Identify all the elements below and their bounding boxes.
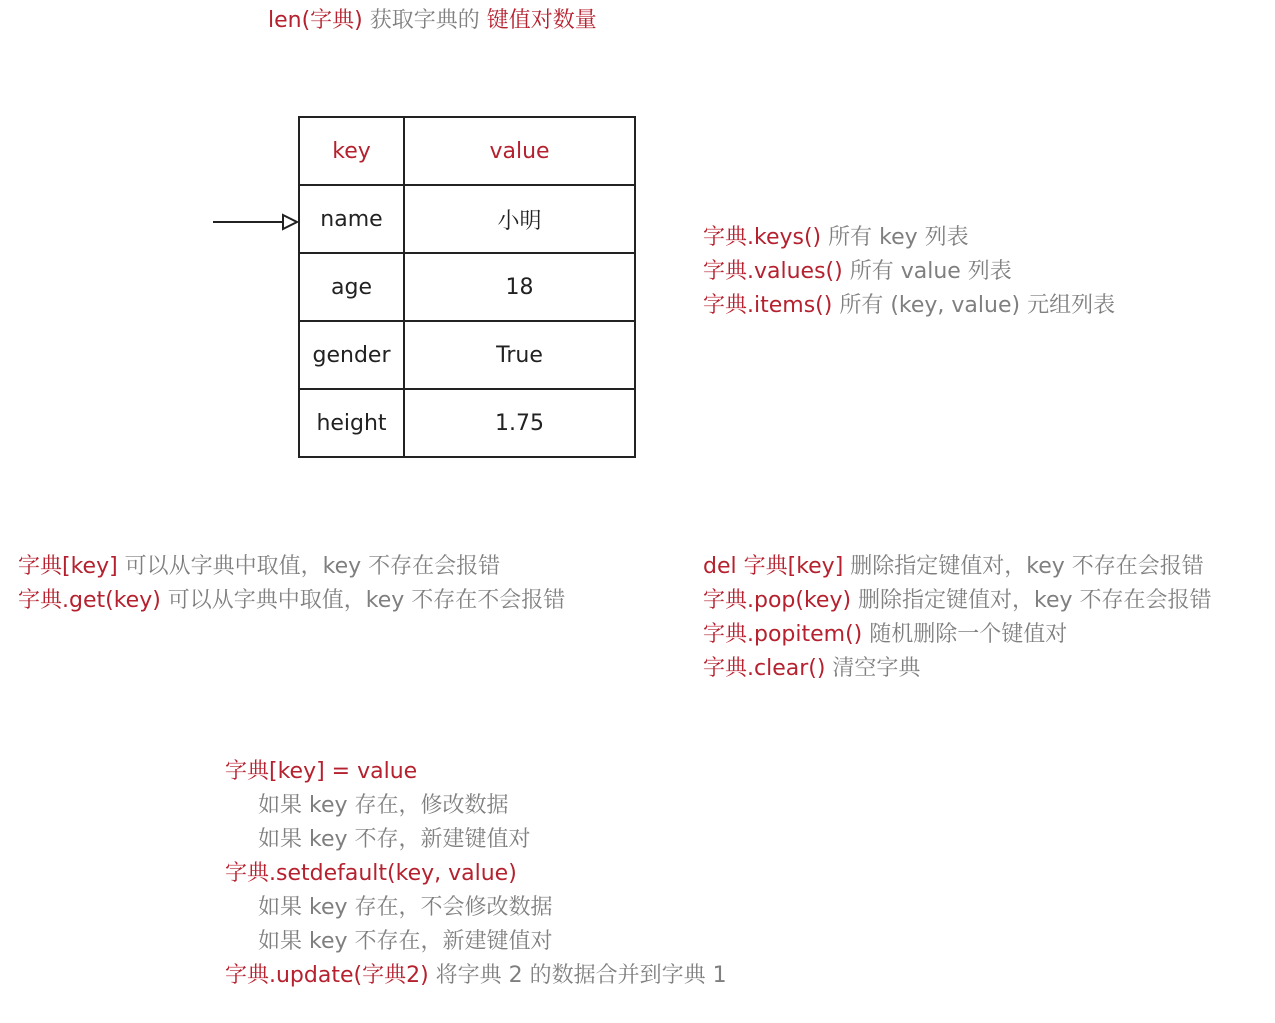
modify-note: 如果 key 存在，不会修改数据 bbox=[258, 895, 553, 920]
modify-note: 如果 key 存在，修改数据 bbox=[258, 793, 509, 818]
pointer-arrow-icon bbox=[213, 212, 299, 232]
access-block bbox=[18, 550, 565, 618]
delete-line: 字典.popitem() 随机删除一个键值对 bbox=[703, 622, 1068, 647]
dictionary-table bbox=[298, 116, 636, 458]
table-row bbox=[299, 321, 635, 389]
modify-assign-func: 字典[key] = value bbox=[225, 759, 418, 784]
header-key: key bbox=[299, 117, 404, 185]
row-value: 18 bbox=[404, 253, 635, 321]
row-key: gender bbox=[299, 321, 404, 389]
delete-line: 字典.clear() 清空字典 bbox=[703, 656, 921, 681]
modify-note: 如果 key 不存在，新建键值对 bbox=[258, 929, 553, 954]
table-row bbox=[299, 389, 635, 457]
views-block bbox=[703, 221, 1115, 323]
title-emphasis: 键值对数量 bbox=[486, 8, 597, 33]
page-title bbox=[268, 4, 597, 38]
modify-note: 如果 key 不存，新建键值对 bbox=[258, 827, 531, 852]
row-value: 小明 bbox=[404, 185, 635, 253]
title-func: len(字典) bbox=[268, 8, 363, 33]
view-line: 字典.values() 所有 value 列表 bbox=[703, 259, 1012, 284]
view-line: 字典.keys() 所有 key 列表 bbox=[703, 225, 969, 250]
delete-line: 字典.pop(key) 删除指定键值对，key 不存在会报错 bbox=[703, 588, 1212, 613]
delete-block bbox=[703, 550, 1212, 686]
header-value: value bbox=[404, 117, 635, 185]
row-value: 1.75 bbox=[404, 389, 635, 457]
row-value: True bbox=[404, 321, 635, 389]
row-key: name bbox=[299, 185, 404, 253]
row-key: age bbox=[299, 253, 404, 321]
modify-setdefault-func: 字典.setdefault(key, value) bbox=[225, 861, 517, 886]
row-key: height bbox=[299, 389, 404, 457]
view-line: 字典.items() 所有 (key, value) 元组列表 bbox=[703, 293, 1116, 318]
modify-update-line: 字典.update(字典2) 将字典 2 的数据合并到字典 1 bbox=[225, 963, 727, 988]
access-line: 字典[key] 可以从字典中取值，key 不存在会报错 bbox=[18, 554, 501, 579]
table-header-row bbox=[299, 117, 635, 185]
table-row bbox=[299, 253, 635, 321]
access-line: 字典.get(key) 可以从字典中取值，key 不存在不会报错 bbox=[18, 588, 566, 613]
title-desc: 获取字典的 bbox=[362, 8, 487, 33]
delete-line: del 字典[key] 删除指定键值对，key 不存在会报错 bbox=[703, 554, 1204, 579]
table-row bbox=[299, 185, 635, 253]
modify-block bbox=[225, 755, 727, 993]
